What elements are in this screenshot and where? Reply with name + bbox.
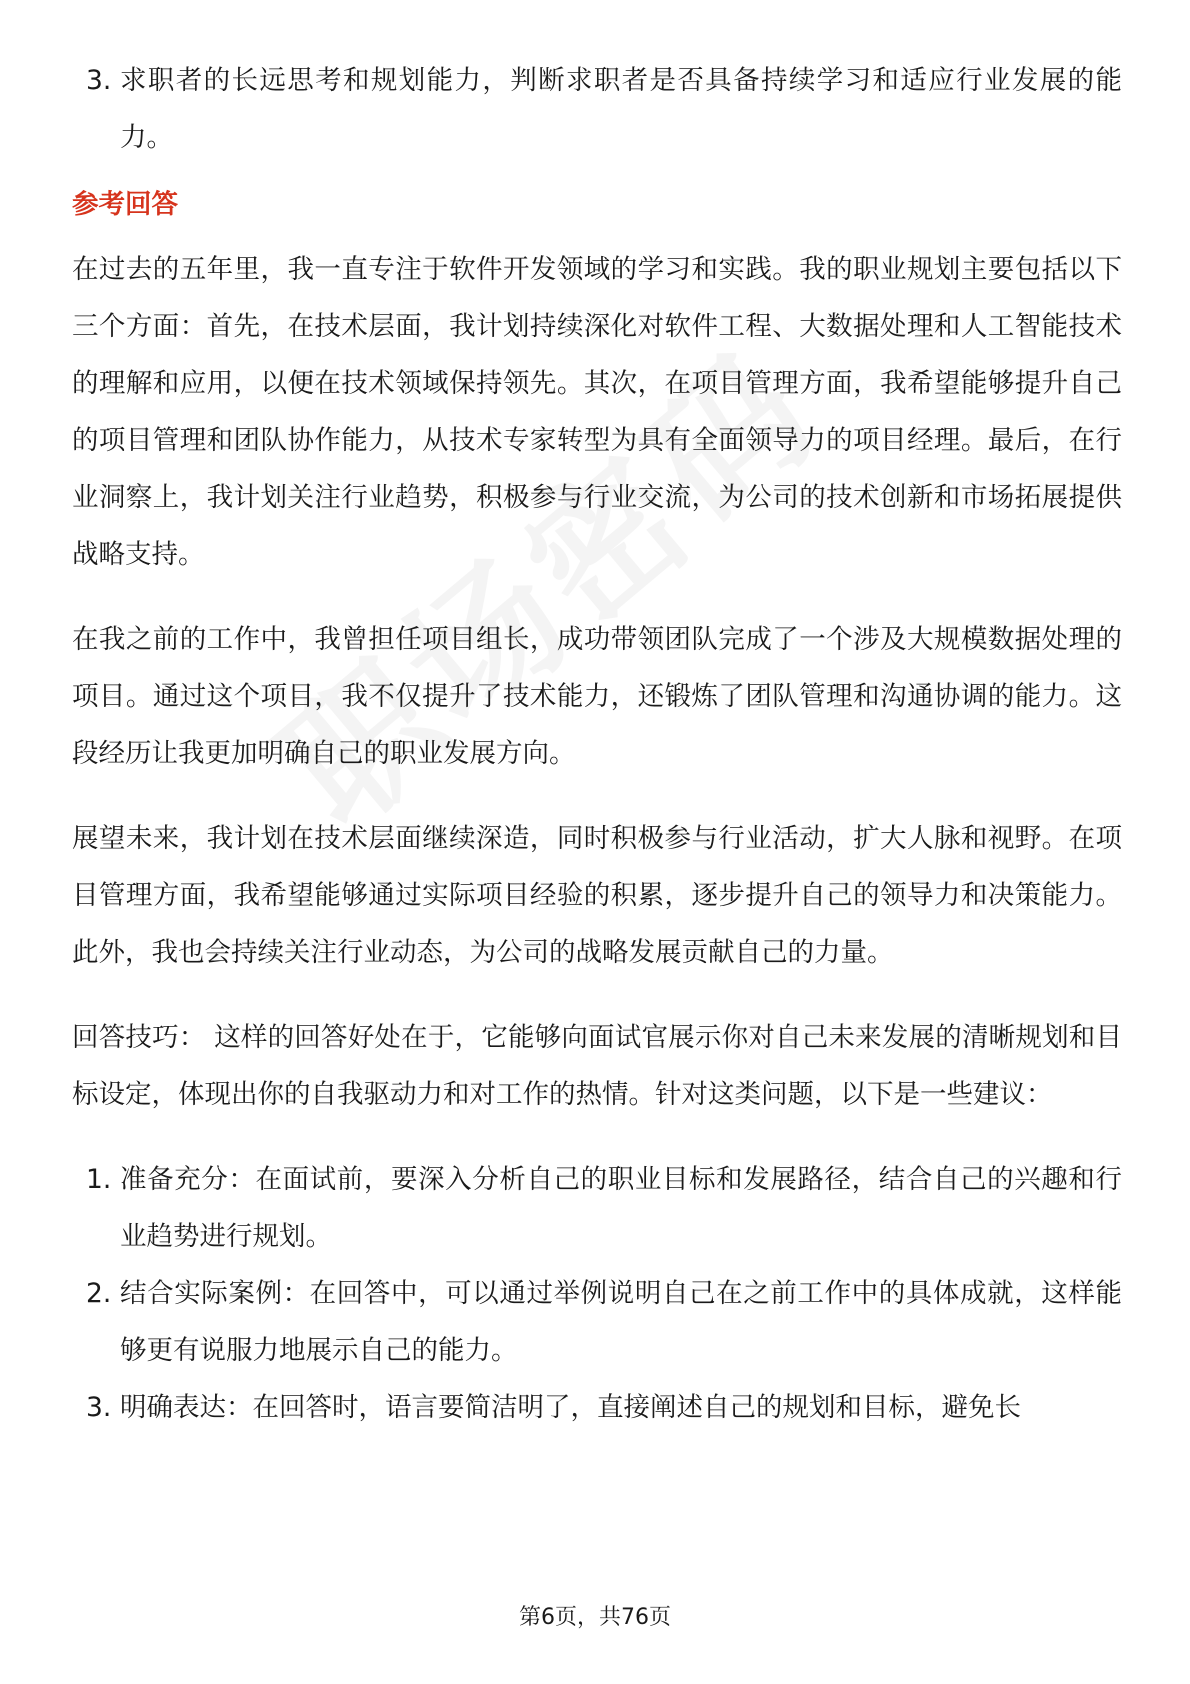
list-item [72, 1151, 1122, 1265]
paragraph: 回答技巧： 这样的回答好处在于，它能够向面试官展示你对自己未来发展的清晰规划和目标设定，体现出你的自我驱动力和对工作的热情。针对这类问题，以下是一些建议： [72, 1022, 1122, 1110]
list-text: 求职者的长远思考和规划能力，判断求职者是否具备持续学习和适应行业发展的能力。 [120, 65, 1122, 153]
list-item [72, 52, 1122, 166]
paragraph: 展望未来，我计划在技术层面继续深造，同时积极参与行业活动，扩大人脉和视野。在项目管理方面，我希望能够通过实际项目经验的积累，逐步提升自己的领导力和决策能力。此外，我也会持续关注行业动态，为公司的战略发展贡献自己的力量。 [72, 823, 1122, 968]
paragraph: 在我之前的工作中，我曾担任项目组长，成功带领团队完成了一个涉及大规模数据处理的项目。通过这个项目，我不仅提升了技术能力，还锻炼了团队管理和沟通协调的能力。这段经历让我更加明确自己的职业发展方向。 [72, 624, 1122, 769]
list-number: 2. [86, 1278, 112, 1309]
page-content [72, 52, 1122, 1436]
list-number: 1. [86, 1164, 112, 1195]
paragraph: 在过去的五年里，我一直专注于软件开发领域的学习和实践。我的职业规划主要包括以下三个方面：首先，在技术层面，我计划持续深化对软件工程、大数据处理和人工智能技术的理解和应用，以便在技术领域保持领先。其次，在项目管理方面，我希望能够提升自己的项目管理和团队协作能力，从技术专家转型为具有全面领导力的项目经理。最后，在行业洞察上，我计划关注行业趋势，积极参与行业交流，为公司的技术创新和市场拓展提供战略支持。 [72, 254, 1122, 570]
list-text: 明确表达：在回答时，语言要简洁明了，直接阐述自己的规划和目标，避免长 [120, 1392, 1021, 1423]
list-number: 3. [86, 65, 112, 96]
list-number: 3. [86, 1392, 112, 1423]
list-text: 结合实际案例：在回答中，可以通过举例说明自己在之前工作中的具体成就，这样能够更有说服力地展示自己的能力。 [120, 1278, 1122, 1366]
list-item [72, 1265, 1122, 1379]
list-item [72, 1379, 1122, 1436]
section-title: 参考回答 [72, 189, 178, 220]
list-text: 准备充分：在面试前，要深入分析自己的职业目标和发展路径，结合自己的兴趣和行业趋势进行规划。 [120, 1164, 1122, 1252]
page-number: 第6页，共76页 [519, 1605, 671, 1630]
